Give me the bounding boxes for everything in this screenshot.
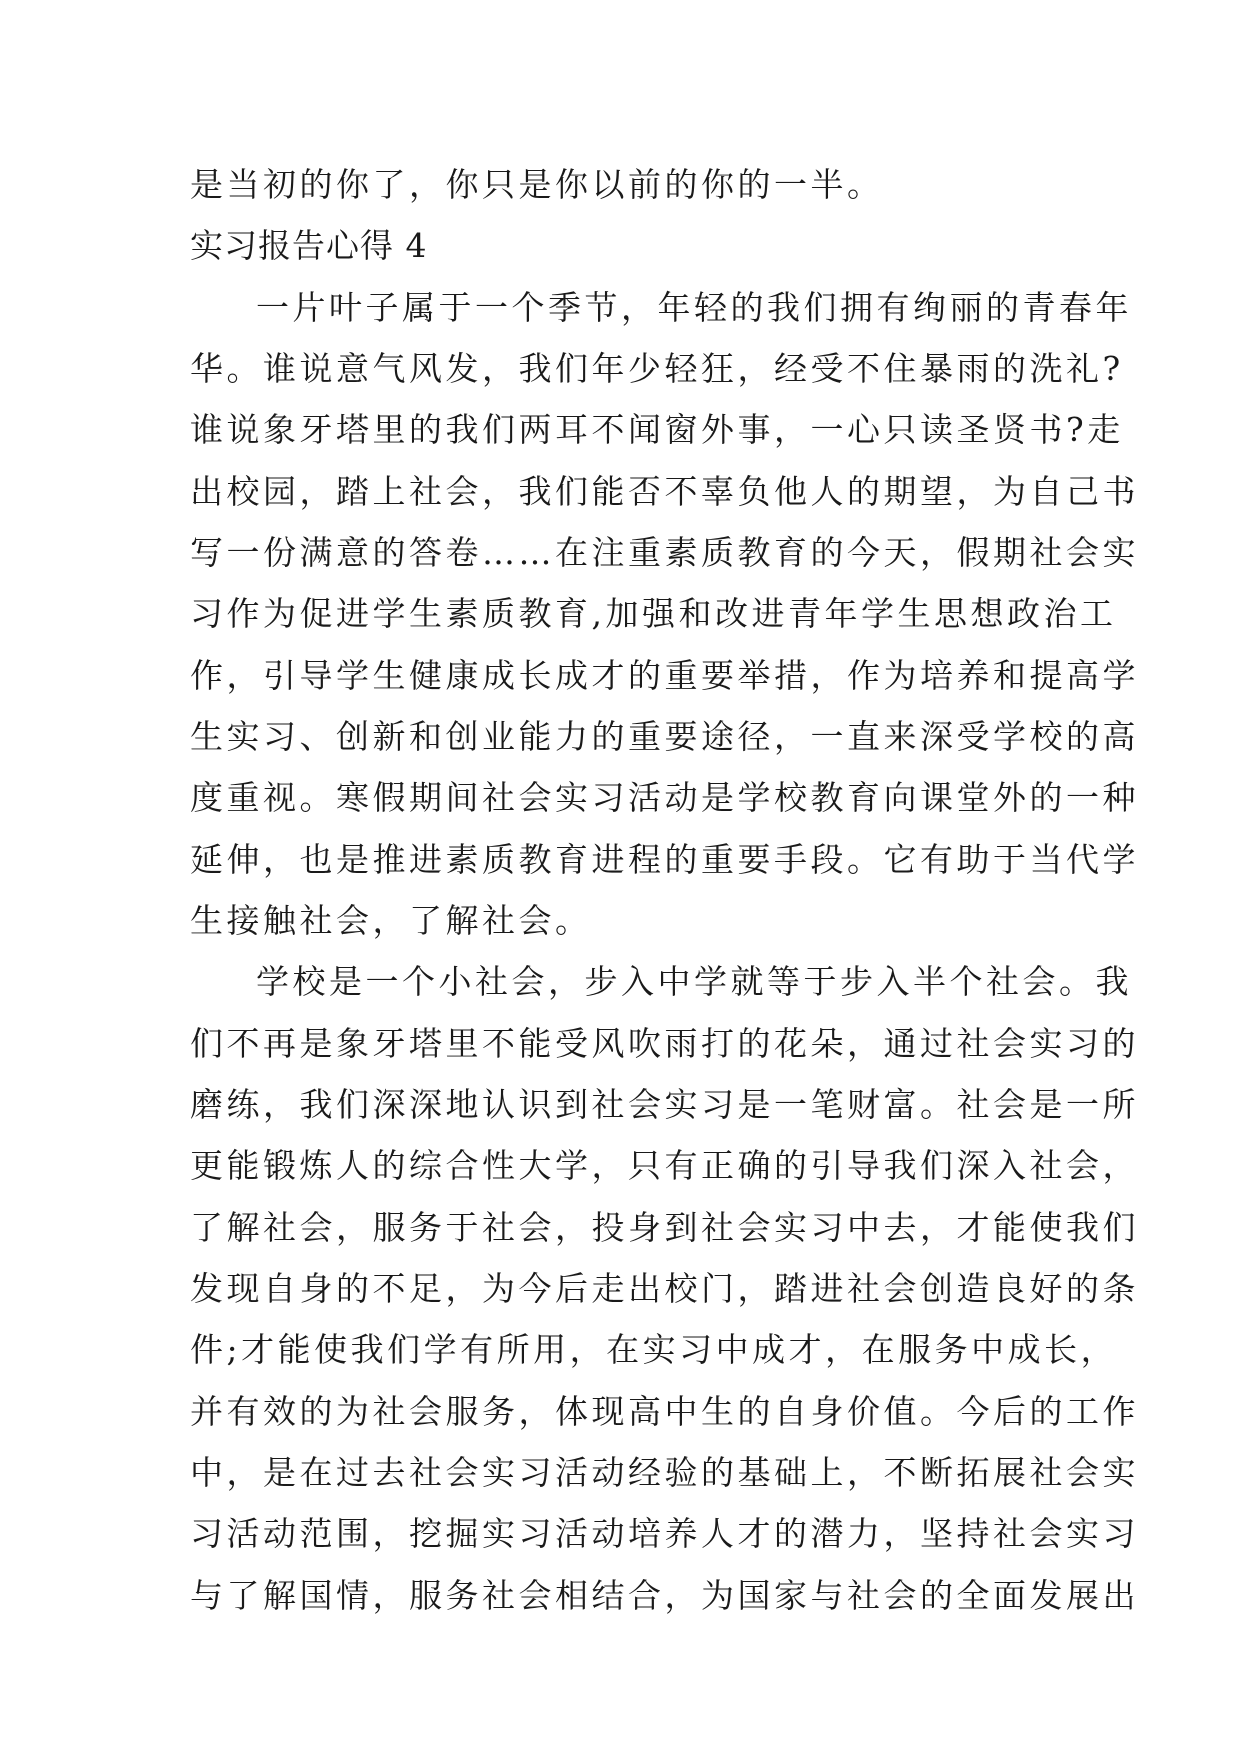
- text-line: 作，引导学生健康成长成才的重要举措，作为培养和提高学: [190, 656, 1139, 695]
- text-line: 发现自身的不足，为今后走出校门，踏进社会创造良好的条: [190, 1269, 1139, 1308]
- paragraph-first-line: 学校是一个小社会，步入中学就等于步入半个社会。我: [256, 962, 1132, 1001]
- text-line: 习作为促进学生素质教育,加强和改进青年学生思想政治工: [190, 594, 1117, 633]
- text-line: 谁说象牙塔里的我们两耳不闻窗外事，一心只读圣贤书?走: [190, 410, 1124, 449]
- text-line: 件;才能使我们学有所用，在实习中成才，在服务中成长，: [190, 1330, 1118, 1369]
- paragraph-first-line: 一片叶子属于一个季节，年轻的我们拥有绚丽的青春年: [256, 288, 1132, 327]
- text-line: 并有效的为社会服务，体现高中生的自身价值。今后的工作: [190, 1392, 1139, 1431]
- text-line: 更能锻炼人的综合性大学，只有正确的引导我们深入社会，: [190, 1146, 1139, 1185]
- text-line: 是当初的你了，你只是你以前的你的一半。: [190, 165, 884, 204]
- text-line: 华。谁说意气风发，我们年少轻狂，经受不住暴雨的洗礼?: [190, 349, 1124, 388]
- text-line: 度重视。寒假期间社会实习活动是学校教育向课堂外的一种: [190, 778, 1139, 817]
- text-line: 生实习、创新和创业能力的重要途径，一直来深受学校的高: [190, 717, 1139, 756]
- text-line: 磨练，我们深深地认识到社会实习是一笔财富。社会是一所: [190, 1085, 1139, 1124]
- text-line: 与了解国情，服务社会相结合，为国家与社会的全面发展出: [190, 1576, 1139, 1615]
- text-line: 习活动范围，挖掘实习活动培养人才的潜力，坚持社会实习: [190, 1514, 1139, 1553]
- text-line: 们不再是象牙塔里不能受风吹雨打的花朵，通过社会实习的: [190, 1024, 1139, 1063]
- text-line: 中，是在过去社会实习活动经验的基础上，不断拓展社会实: [190, 1453, 1139, 1492]
- text-line: 生接触社会，了解社会。: [190, 901, 592, 940]
- text-line: 延伸，也是推进素质教育进程的重要手段。它有助于当代学: [190, 840, 1139, 879]
- text-line: 写一份满意的答卷……在注重素质教育的今天，假期社会实: [190, 533, 1139, 572]
- section-heading: 实习报告心得 4: [190, 226, 428, 265]
- text-line: 了解社会，服务于社会，投身到社会实习中去，才能使我们: [190, 1208, 1139, 1247]
- text-line: 出校园，踏上社会，我们能否不辜负他人的期望，为自己书: [190, 472, 1139, 511]
